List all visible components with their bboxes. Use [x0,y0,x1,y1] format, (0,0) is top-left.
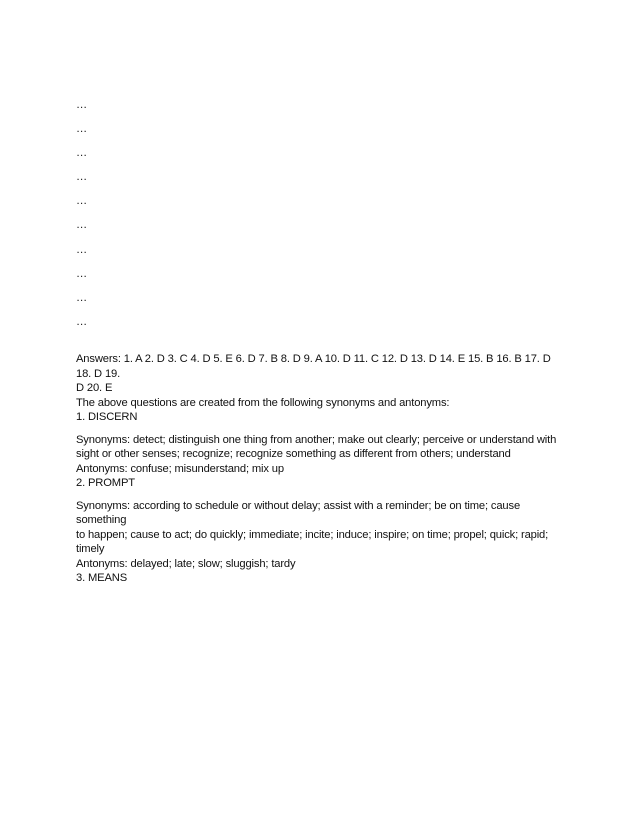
ellipsis-line: … [76,291,88,304]
ellipsis-line: … [76,219,88,232]
entry-title: 2. PROMPT [76,477,135,490]
antonyms-paragraph: Antonyms: confuse; misunderstand; mix up [76,462,284,475]
entry-title: 1. DISCERN [76,411,138,424]
ellipsis-line: … [76,123,88,136]
ellipsis-line: … [76,243,88,256]
intro-text: The above questions are created from the following synonyms and antonyms: [76,396,450,409]
synonyms-line: timely [76,543,105,556]
entry-discern [76,410,566,476]
answers-paragraph [76,352,566,396]
ellipsis-line: … [76,147,88,160]
synonyms-line: Synonyms: detect; distinguish one thing from another; make out clearly; perceive or understand with [76,433,557,446]
entry-title: 3. MEANS [76,572,128,585]
ellipsis-line: … [76,315,88,328]
ellipsis-line: … [76,195,88,208]
answers-line: D 20. E [76,382,113,395]
synonyms-line: Synonyms: according to schedule or without delay; assist with a reminder; be on time; cause something [76,499,521,527]
ellipsis-line: … [76,267,88,280]
ellipsis-line: … [76,99,88,111]
answers-line: Answers: 1. A 2. D 3. C 4. D 5. E 6. D 7. B 8. D 9. A 10. D 11. C 12. D 13. D 14. E 15. B 16. B 17. D 18. D 19. [76,353,551,380]
synonyms-line: to happen; cause to act; do quickly; immediate; incite; induce; inspire; on time; propel; quick; rapid; [76,528,549,541]
antonyms-paragraph: Antonyms: delayed; late; slow; sluggish; tardy [76,557,296,570]
entry-means [76,571,566,586]
ellipsis-list [76,98,566,329]
synonyms-paragraph [76,499,566,557]
document-body [76,98,566,586]
ellipsis-line: … [76,171,88,184]
synonyms-paragraph [76,433,566,462]
entry-prompt [76,476,566,571]
synonyms-line: sight or other senses; recognize; recognize something as different from others; understand [76,448,511,461]
